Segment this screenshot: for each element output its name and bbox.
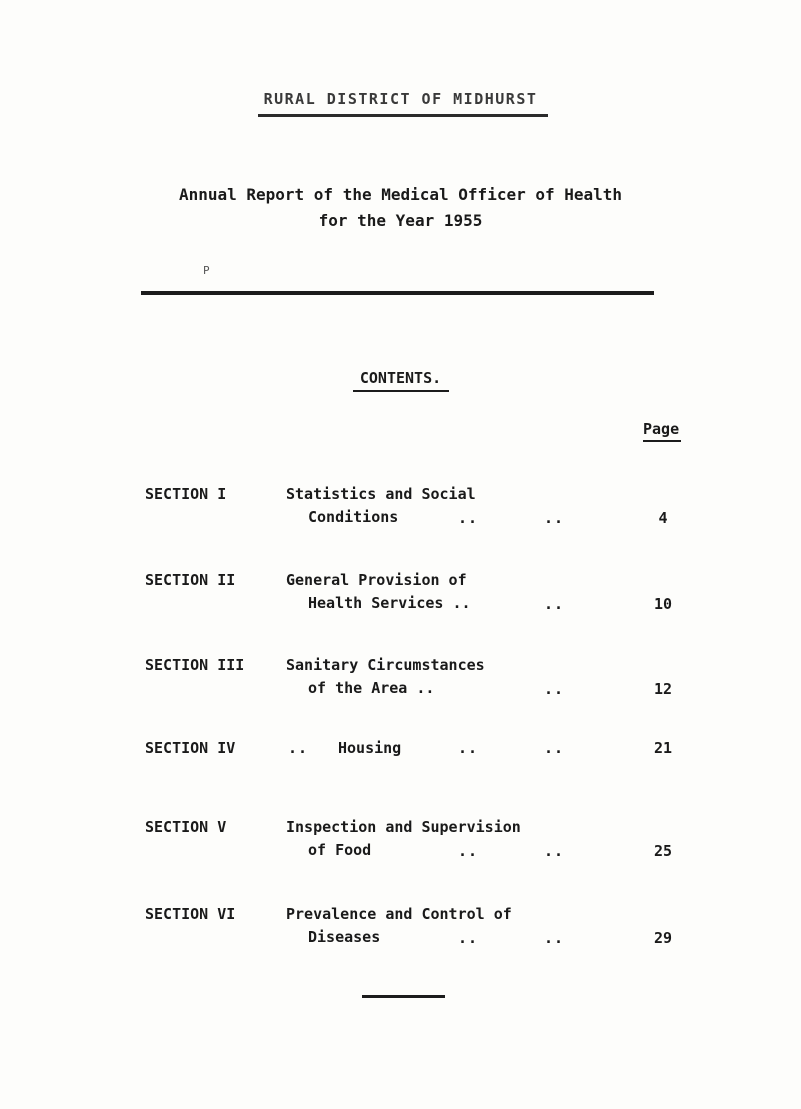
section-label: SECTION V bbox=[145, 818, 227, 836]
description-line-1: Inspection and Supervision bbox=[286, 818, 521, 836]
page-number: 25 bbox=[653, 842, 673, 860]
description-line-1: Statistics and Social bbox=[286, 485, 476, 503]
page-number: 10 bbox=[653, 595, 673, 613]
contents-entry bbox=[0, 571, 801, 621]
section-label: SECTION I bbox=[145, 485, 227, 503]
contents-heading: CONTENTS. bbox=[359, 369, 442, 387]
description-line-2: Health Services .. bbox=[308, 594, 471, 612]
contents-entry bbox=[0, 905, 801, 955]
district-heading: RURAL DISTRICT OF MIDHURST bbox=[263, 90, 538, 108]
page-column-header: Page bbox=[643, 420, 680, 438]
section-label: SECTION III bbox=[145, 656, 245, 674]
contents-entry bbox=[0, 485, 801, 535]
title-rule bbox=[141, 291, 654, 295]
leader-dots: .. bbox=[458, 842, 479, 860]
district-underline bbox=[258, 114, 548, 117]
report-title-line-1: Annual Report of the Medical Officer of Health bbox=[178, 185, 623, 204]
description-line-2: of Food bbox=[308, 841, 372, 859]
section-label: SECTION II bbox=[145, 571, 236, 589]
page-number: 21 bbox=[653, 739, 673, 757]
page-column-underline bbox=[643, 440, 681, 442]
description-line-2: Conditions bbox=[308, 508, 399, 526]
section-label: SECTION IV bbox=[145, 739, 236, 757]
description-line-1: Sanitary Circumstances bbox=[286, 656, 485, 674]
page-number: 4 bbox=[658, 509, 668, 527]
leader-dots: .. bbox=[544, 595, 565, 613]
page-number: 29 bbox=[653, 929, 673, 947]
description-line-1: Housing bbox=[338, 739, 402, 757]
report-title-line-2: for the Year 1955 bbox=[318, 211, 483, 230]
page-number: 12 bbox=[653, 680, 673, 698]
contents-underline bbox=[353, 390, 449, 392]
contents-entry bbox=[0, 739, 801, 789]
leader-dots: .. bbox=[458, 509, 479, 527]
leader-dots: .. bbox=[544, 509, 565, 527]
description-line-2: Diseases bbox=[308, 928, 381, 946]
leader-dots: .. bbox=[458, 739, 479, 757]
report-title bbox=[0, 182, 801, 234]
leader-dots: .. bbox=[544, 842, 565, 860]
section-label: SECTION VI bbox=[145, 905, 236, 923]
leader-dots: .. bbox=[544, 680, 565, 698]
description-line-2: of the Area .. bbox=[308, 679, 435, 697]
leader-dots: .. bbox=[544, 739, 565, 757]
leader-dots: .. bbox=[544, 929, 565, 947]
leader-dots: .. bbox=[288, 739, 309, 757]
description-line-1: Prevalence and Control of bbox=[286, 905, 512, 923]
description-line-1: General Provision of bbox=[286, 571, 467, 589]
leader-dots: .. bbox=[458, 929, 479, 947]
closing-rule bbox=[362, 995, 445, 998]
margin-mark: P bbox=[203, 264, 210, 277]
contents-entry bbox=[0, 818, 801, 868]
contents-entry bbox=[0, 656, 801, 706]
